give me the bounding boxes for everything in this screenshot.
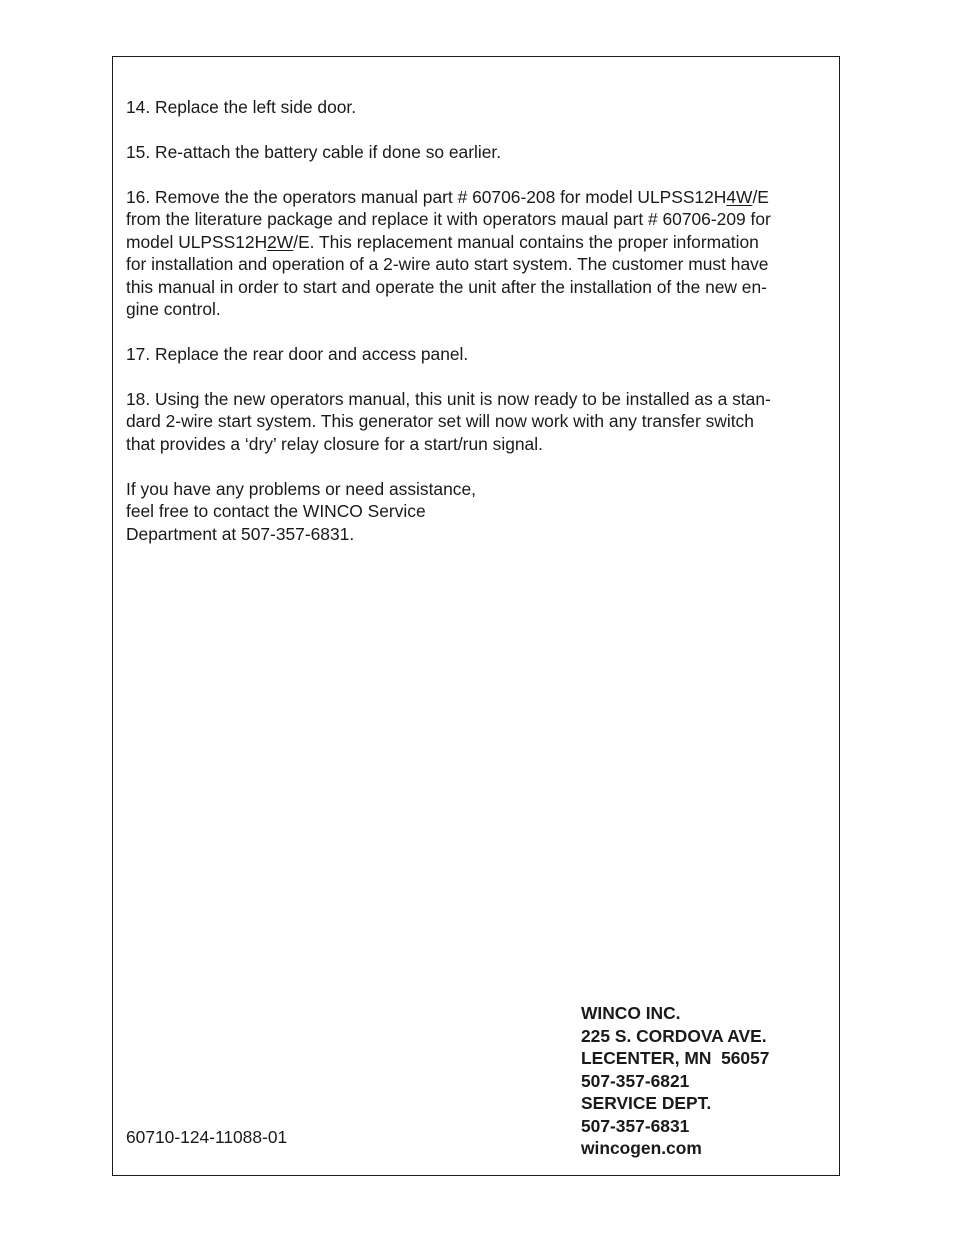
step-16-line-3 xyxy=(126,231,826,253)
step-16-line-1 xyxy=(126,186,826,208)
service-dept-phone: 507-357-6831 xyxy=(581,1115,690,1136)
step-16-line-3-post: /E. This replacement manual contains the proper information xyxy=(293,231,759,252)
step-16-line-1-pre: 16. Remove the the operators manual part # 60706-208 for model ULPSS12H xyxy=(126,187,727,207)
company-website: wincogen.com xyxy=(581,1138,702,1158)
assistance-line-1: If you have any problems or need assistance, xyxy=(126,478,476,499)
step-15-text: 15. Re-attach the battery cable if done so earlier. xyxy=(126,142,502,162)
step-16-line-5: this manual in order to start and operate the unit after the installation of the new en- xyxy=(126,276,767,297)
step-14-text: 14. Replace the left side door. xyxy=(126,97,357,117)
assistance-line-2: feel free to contact the WINCO Service xyxy=(126,501,426,522)
company-phone: 507-357-6821 xyxy=(581,1070,690,1091)
step-16-line-2: from the literature package and replace it with operators maual part # 60706-209 for xyxy=(126,209,771,230)
step-16-line-1-post: /E xyxy=(752,187,769,207)
service-dept-label: SERVICE DEPT. xyxy=(581,1093,712,1113)
company-street: 225 S. CORDOVA AVE. xyxy=(581,1025,767,1046)
step-18-line-1: 18. Using the new operators manual, this unit is now ready to be installed as a stan- xyxy=(126,389,771,410)
step-16 xyxy=(126,186,826,320)
step-18-line-2: dard 2-wire start system. This generator set will now work with any transfer switch xyxy=(126,411,754,432)
step-16-line-4: for installation and operation of a 2-wire auto start system. The customer must have xyxy=(126,254,769,275)
document-number: 60710-124-11088-01 xyxy=(126,1127,288,1147)
step-18 xyxy=(126,388,826,455)
step-18-line-3: that provides a ‘dry’ relay closure for a start/run signal. xyxy=(126,433,543,454)
step-16-line-6: gine control. xyxy=(126,299,221,320)
step-16-line-3-pre: model ULPSS12H xyxy=(126,231,268,252)
assistance-line-3: Department at 507-357-6831. xyxy=(126,523,355,544)
model-suffix-2w: 2W xyxy=(267,231,294,252)
step-17-text: 17. Replace the rear door and access panel. xyxy=(126,344,469,365)
company-city: LECENTER, MN 56057 xyxy=(581,1048,770,1068)
company-address-block xyxy=(581,1002,769,1160)
instructions-body xyxy=(126,96,826,568)
step-14 xyxy=(126,96,826,118)
step-15 xyxy=(126,141,826,163)
assistance-note xyxy=(126,478,826,545)
model-suffix-4w: 4W xyxy=(726,187,753,207)
step-17 xyxy=(126,343,826,365)
company-name: WINCO INC. xyxy=(581,1003,681,1023)
